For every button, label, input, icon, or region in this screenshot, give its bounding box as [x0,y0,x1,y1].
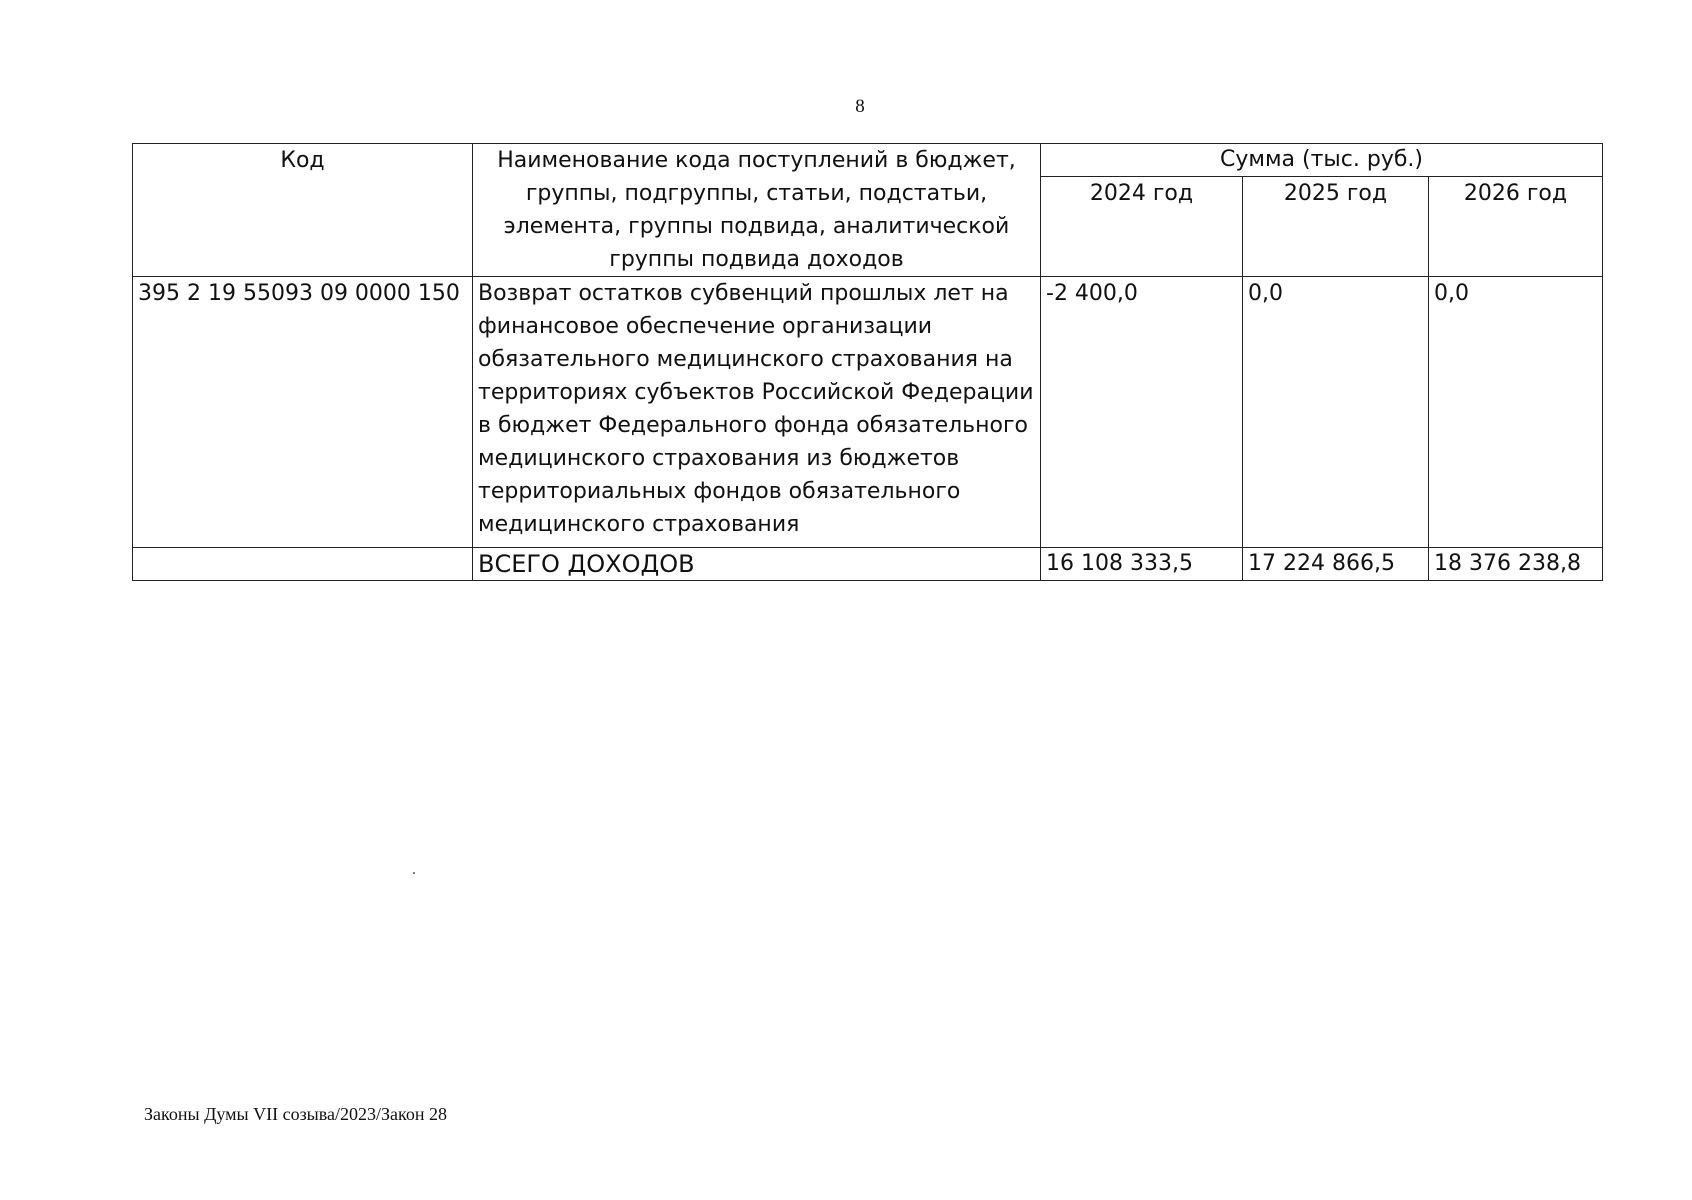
row-code: 395 2 19 55093 09 0000 150 [133,277,473,548]
total-value-2026: 18 376 238,8 [1429,548,1603,581]
header-sum: Сумма (тыс. руб.) [1041,144,1603,177]
header-year-2026: 2026 год [1429,176,1603,276]
row-value-2026: 0,0 [1429,277,1603,548]
footer-reference: Законы Думы VII созыва/2023/Закон 28 [144,1104,447,1124]
row-name: Возврат остатков субвенций прошлых лет на финансовое обеспечение организации обязательного медицинского страхования на территориях субъектов Российской Федерации в бюджет Федерального фонда обязательного медицинского страхования из бюджетов территориальных фондов обязательного медицинского страхования [473,277,1041,548]
row-value-2024: -2 400,0 [1041,277,1243,548]
row-value-2025: 0,0 [1243,277,1429,548]
header-code: Код [133,144,473,277]
scan-speck [413,872,415,874]
page-number: 8 [855,96,865,117]
table-header-row [133,144,1603,177]
total-label: ВСЕГО ДОХОДОВ [473,548,1041,581]
total-value-2025: 17 224 866,5 [1243,548,1429,581]
header-year-2025: 2025 год [1243,176,1429,276]
header-year-2024: 2024 год [1041,176,1243,276]
total-value-2024: 16 108 333,5 [1041,548,1243,581]
total-code [133,548,473,581]
table-row [133,277,1603,548]
header-name: Наименование кода поступлений в бюджет, группы, подгруппы, статьи, подстатьи, элемента, группы подвида, аналитической группы подвида доходов [473,144,1041,277]
budget-table [132,143,1603,581]
total-row [133,548,1603,581]
